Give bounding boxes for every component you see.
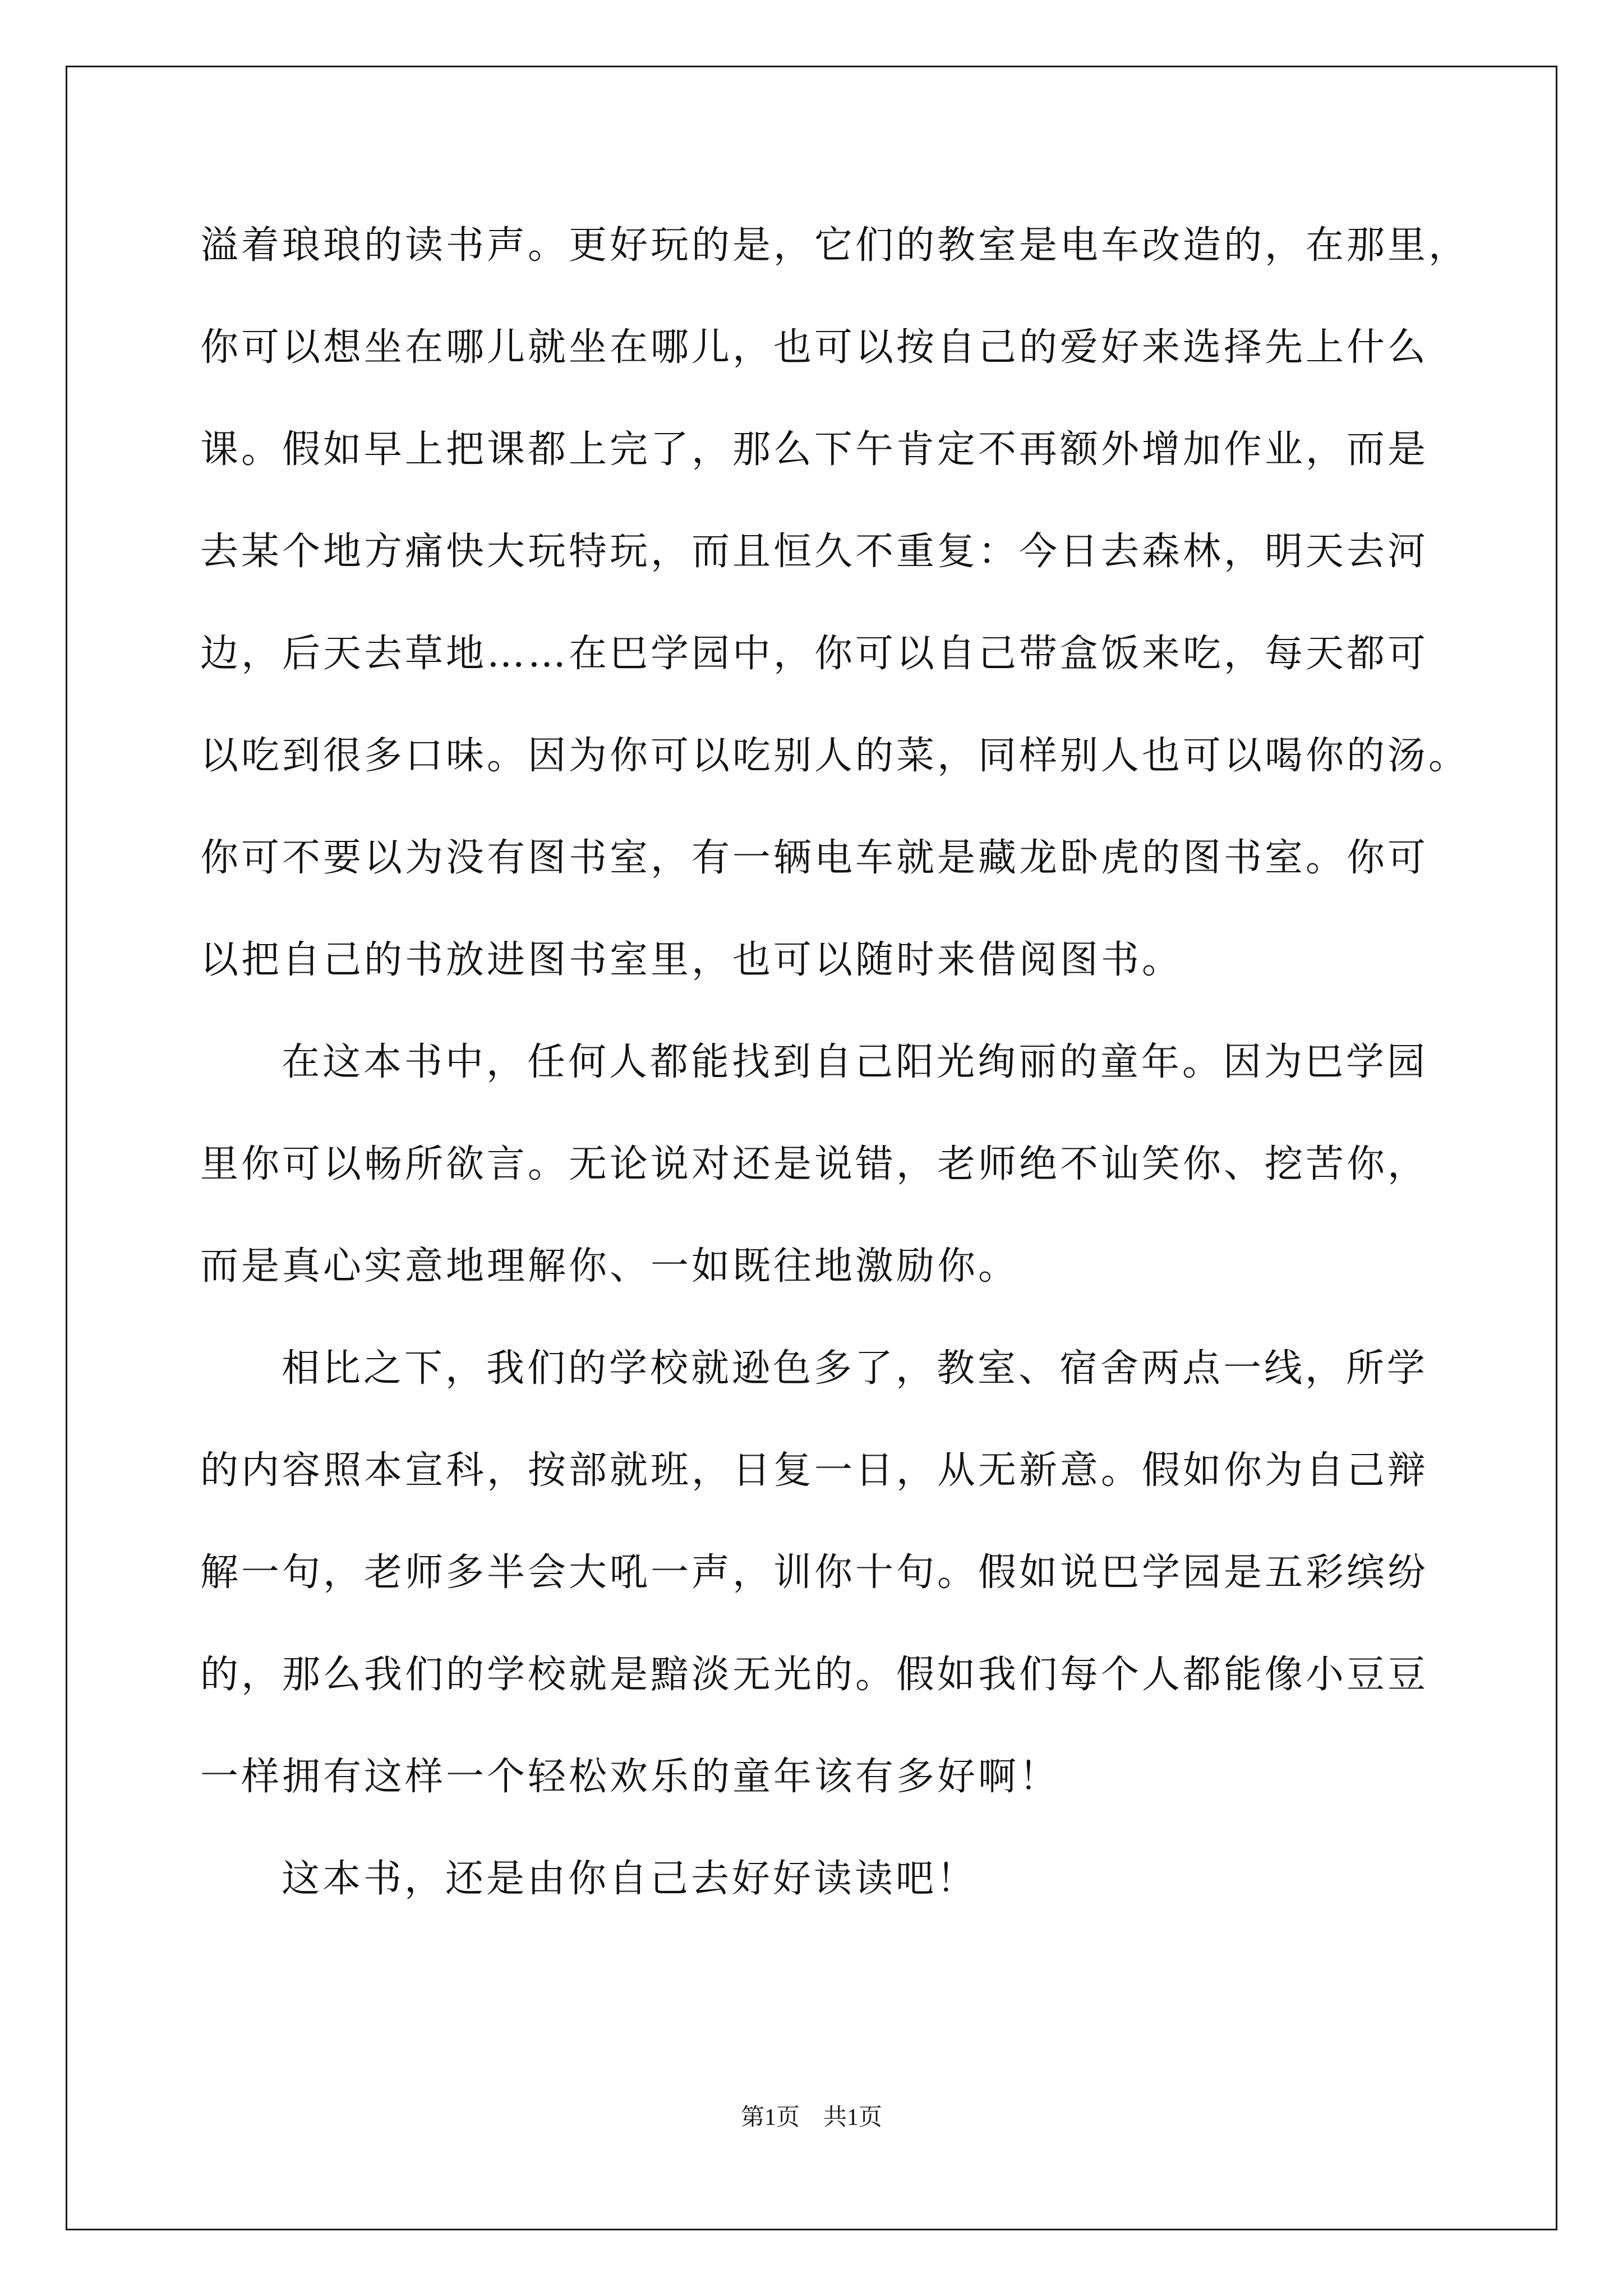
paragraph-first-line: 在这本书中，任何人都能找到自己阳光绚丽的童年。因为巴学园 bbox=[282, 1040, 1428, 1084]
text-line: 你可以想坐在哪儿就坐在哪儿，也可以按自己的爱好来选择先上什么 bbox=[200, 325, 1429, 370]
text-line: 去某个地方痛快大玩特玩，而且恒久不重复：今日去森林，明天去河 bbox=[200, 530, 1429, 574]
paragraph-first-line: 这本书，还是由你自己去好好读读吧！ bbox=[282, 1857, 978, 1901]
text-line: 以吃到很多口味。因为你可以吃别人的菜，同样别人也可以喝你的汤。 bbox=[200, 734, 1470, 778]
text-line: 课。假如早上把课都上完了，那么下午肯定不再额外增加作业，而是 bbox=[200, 427, 1429, 472]
text-line: 你可不要以为没有图书室，有一辆电车就是藏龙卧虎的图书室。你可 bbox=[200, 836, 1429, 880]
text-line: 而是真心实意地理解你、一如既往地激励你。 bbox=[200, 1244, 1020, 1289]
text-line: 里你可以畅所欲言。无论说对还是说错，老师绝不讪笑你、挖苦你， bbox=[200, 1142, 1429, 1186]
page-total: 共1页 bbox=[823, 2105, 883, 2131]
text-line: 溢着琅琅的读书声。更好玩的是，它们的教室是电车改造的，在那里， bbox=[200, 223, 1470, 268]
paragraph-first-line: 相比之下，我们的学校就逊色多了，教室、宿舍两点一线，所学 bbox=[282, 1346, 1428, 1391]
text-line: 边，后天去草地……在巴学园中，你可以自己带盒饭来吃，每天都可 bbox=[200, 632, 1429, 676]
text-line: 解一句，老师多半会大吼一声，训你十句。假如说巴学园是五彩缤纷 bbox=[200, 1550, 1429, 1595]
text-line: 一样拥有这样一个轻松欢乐的童年该有多好啊！ bbox=[200, 1755, 1061, 1799]
document-body bbox=[200, 218, 1470, 1953]
page-number: 第1页 bbox=[740, 2105, 800, 2131]
text-line: 以把自己的书放进图书室里，也可以随时来借阅图书。 bbox=[200, 938, 1183, 982]
text-line: 的，那么我们的学校就是黯淡无光的。假如我们每个人都能像小豆豆 bbox=[200, 1653, 1429, 1697]
page-footer bbox=[0, 2101, 1623, 2134]
text-line: 的内容照本宣科，按部就班，日复一日，从无新意。假如你为自己辩 bbox=[200, 1448, 1429, 1493]
